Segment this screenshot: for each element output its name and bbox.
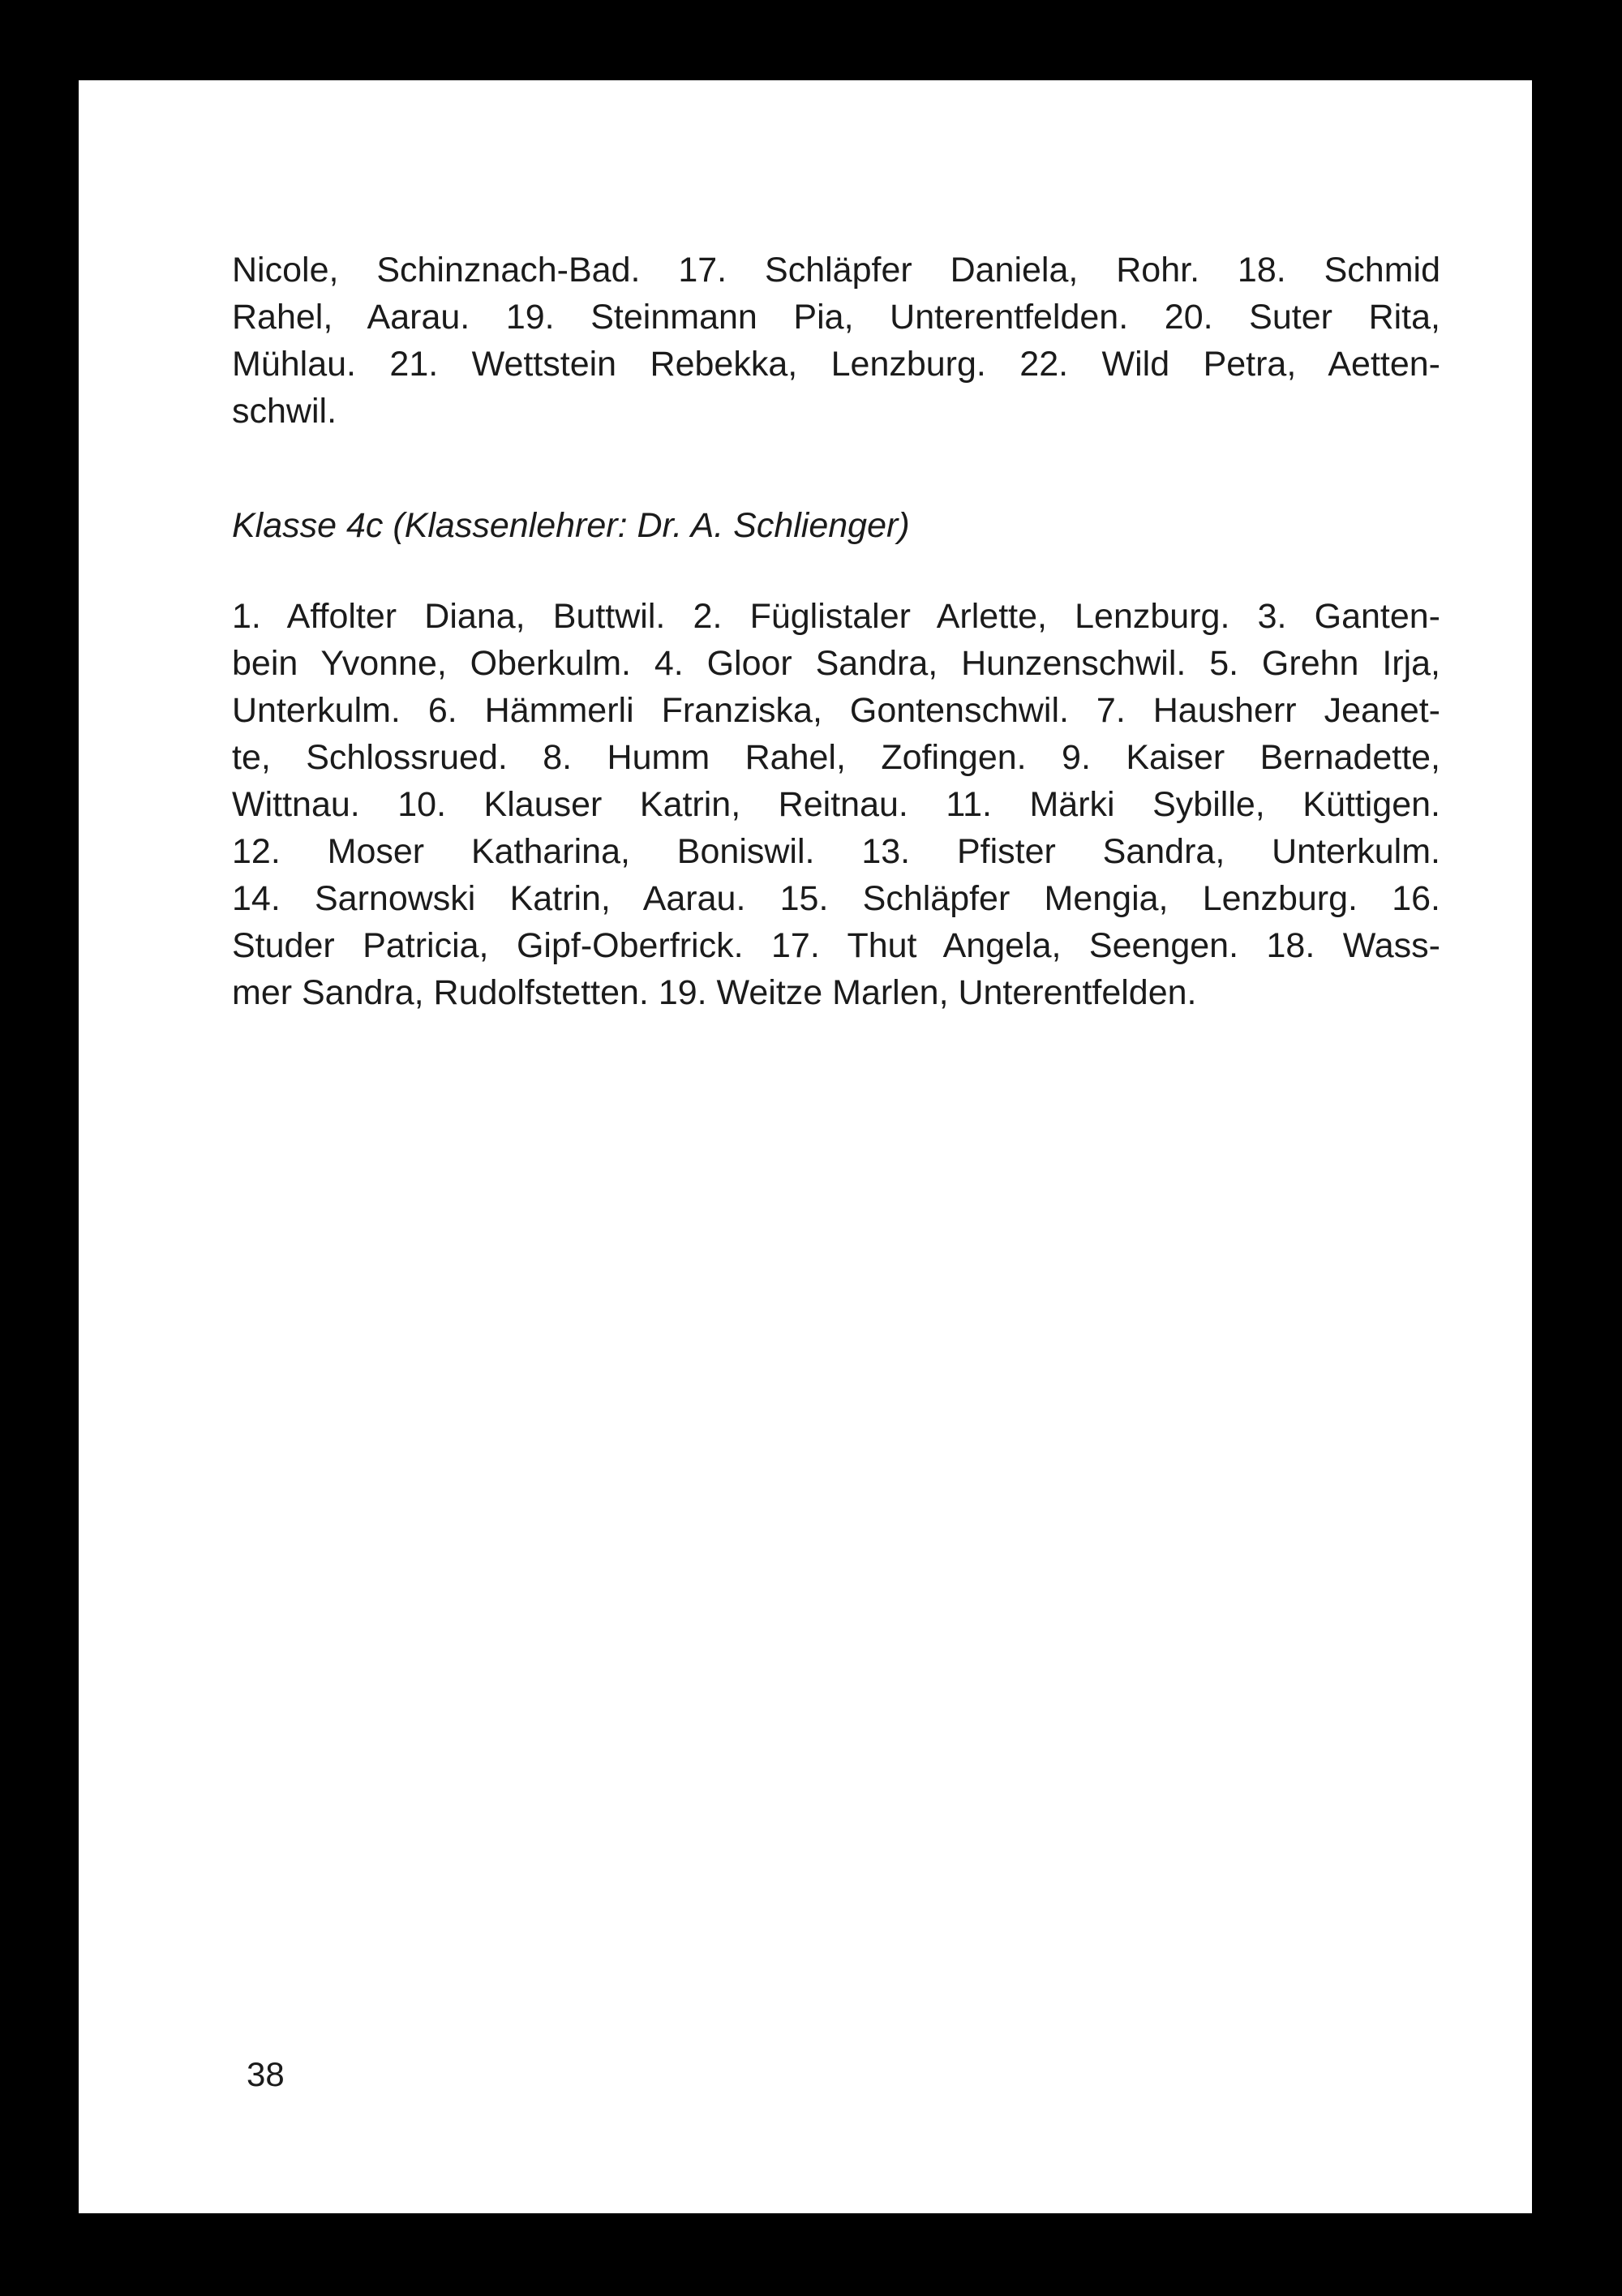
text-line: bein Yvonne, Oberkulm. 4. Gloor Sandra, Hunzenschwil. 5. Grehn Irja, <box>232 644 1440 683</box>
document-page <box>79 80 1532 2213</box>
text-line: Wittnau. 10. Klauser Katrin, Reitnau. 11. Märki Sybille, Küttigen. <box>232 785 1440 824</box>
text-line: Rahel, Aarau. 19. Steinmann Pia, Unterentfelden. 20. Suter Rita, <box>232 298 1440 337</box>
text-line: 14. Sarnowski Katrin, Aarau. 15. Schläpfer Mengia, Lenzburg. 16. <box>232 879 1440 918</box>
text-line: Studer Patricia, Gipf-Oberfrick. 17. Thut Angela, Seengen. 18. Wass- <box>232 926 1440 965</box>
section-heading: Klasse 4c (Klassenlehrer: Dr. A. Schlienger) <box>232 506 910 545</box>
page-number: 38 <box>247 2055 285 2093</box>
text-line: 12. Moser Katharina, Boniswil. 13. Pfister Sandra, Unterkulm. <box>232 832 1440 871</box>
text-line: Unterkulm. 6. Hämmerli Franziska, Gontenschwil. 7. Hausherr Jeanet- <box>232 691 1440 730</box>
text-line: Mühlau. 21. Wettstein Rebekka, Lenzburg. 22. Wild Petra, Aetten- <box>232 345 1440 384</box>
text-line: schwil. <box>232 392 337 431</box>
text-line: mer Sandra, Rudolfstetten. 19. Weitze Marlen, Unterentfelden. <box>232 973 1197 1012</box>
text-line: Nicole, Schinznach-Bad. 17. Schläpfer Daniela, Rohr. 18. Schmid <box>232 251 1440 290</box>
text-line: te, Schlossrued. 8. Humm Rahel, Zofingen. 9. Kaiser Bernadette, <box>232 738 1440 777</box>
text-line: 1. Affolter Diana, Buttwil. 2. Füglistaler Arlette, Lenzburg. 3. Ganten- <box>232 597 1440 636</box>
